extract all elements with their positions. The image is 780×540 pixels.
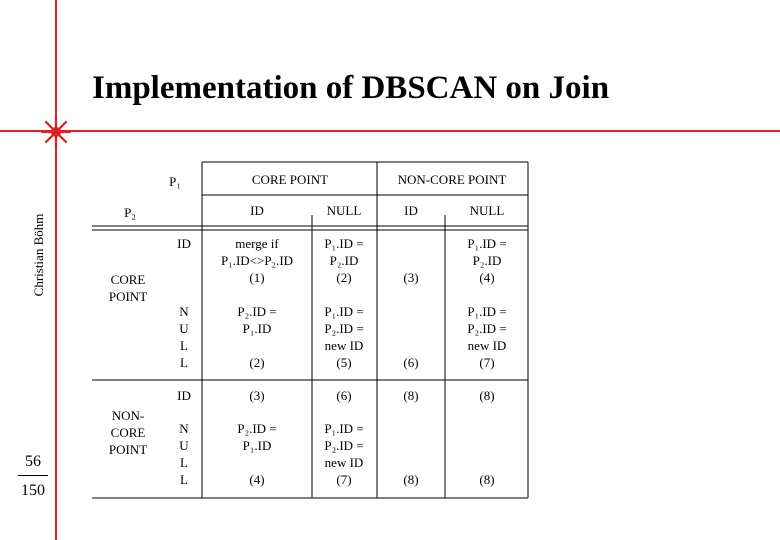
cell-line: (3)	[403, 270, 419, 285]
cell-line: (8)	[479, 472, 495, 487]
row-sub-null: L	[180, 355, 188, 370]
cell-line: P₁.ID =	[324, 236, 364, 251]
slide-title: Implementation of DBSCAN on Join	[92, 70, 610, 106]
row-label-noncore: CORE	[110, 425, 146, 440]
cell-line: P₂.ID	[472, 253, 502, 268]
total-pages: 150	[21, 482, 45, 499]
cell-line: P₁.ID	[242, 321, 272, 336]
row-label-core: POINT	[108, 289, 148, 304]
cell-line: P₁.ID	[242, 438, 272, 453]
table-grid	[92, 162, 528, 498]
row-sub-id: ID	[177, 236, 191, 251]
cell-line: new ID	[324, 338, 364, 353]
row-sub-null: L	[180, 338, 188, 353]
cell-line: P₂.ID =	[324, 321, 364, 336]
non-core-point-header: NON-CORE POINT	[397, 172, 507, 187]
cell-line: (2)	[336, 270, 352, 285]
row-label-noncore: NON-	[111, 408, 145, 423]
cell-line: merge if	[235, 236, 279, 251]
cell-line: P₂.ID	[329, 253, 359, 268]
page-number: 56	[25, 453, 41, 470]
cell-line: new ID	[324, 455, 364, 470]
row-sub-id: ID	[177, 388, 191, 403]
horizontal-accent-line	[0, 130, 780, 132]
row-sub-null: N	[179, 421, 189, 436]
cell-line: (3)	[249, 388, 265, 403]
cell-line: (5)	[336, 355, 352, 370]
row-sub-null: U	[179, 321, 189, 336]
cell-line: P₁.ID =	[324, 421, 364, 436]
cell-line: (8)	[403, 388, 419, 403]
vertical-accent-line	[55, 0, 57, 540]
cell-line: (8)	[403, 472, 419, 487]
cell-line: (1)	[249, 270, 265, 285]
page-indicator	[18, 451, 48, 502]
row-sub-null: N	[179, 304, 189, 319]
cell-line: (6)	[336, 388, 352, 403]
cell-line: new ID	[467, 338, 507, 353]
core-point-header: CORE POINT	[251, 172, 329, 187]
subheader-noncore-null: NULL	[469, 203, 505, 218]
cell-line: (7)	[479, 355, 495, 370]
subheader-core-id: ID	[250, 203, 264, 218]
cell-line: P₂.ID =	[467, 321, 507, 336]
cell-line: P₂.ID =	[237, 304, 277, 319]
dbscan-join-table	[92, 160, 532, 500]
row-sub-null: L	[180, 455, 188, 470]
subheader-noncore-id: ID	[404, 203, 418, 218]
p2-label: P₂	[124, 205, 136, 220]
cell-line: (8)	[479, 388, 495, 403]
row-label-core: CORE	[110, 272, 146, 287]
star-icon	[40, 116, 72, 148]
row-sub-null: U	[179, 438, 189, 453]
cell-line: P₁.ID =	[324, 304, 364, 319]
page-divider	[18, 475, 48, 476]
cell-line: P₂.ID =	[324, 438, 364, 453]
subheader-core-null: NULL	[326, 203, 362, 218]
cell-line: P₂.ID =	[237, 421, 277, 436]
cell-line: P₁.ID =	[467, 236, 507, 251]
p1-label: P₁	[169, 174, 181, 189]
cell-line: (4)	[479, 270, 495, 285]
author-name: Christian Böhm	[31, 213, 46, 297]
cell-line: (7)	[336, 472, 352, 487]
cell-line: P₁.ID =	[467, 304, 507, 319]
cell-line: (4)	[249, 472, 265, 487]
cell-line: (2)	[249, 355, 265, 370]
cell-line: P₁.ID<>P₂.ID	[220, 253, 294, 268]
cell-line: (6)	[403, 355, 419, 370]
row-sub-null: L	[180, 472, 188, 487]
row-label-noncore: POINT	[108, 442, 148, 457]
